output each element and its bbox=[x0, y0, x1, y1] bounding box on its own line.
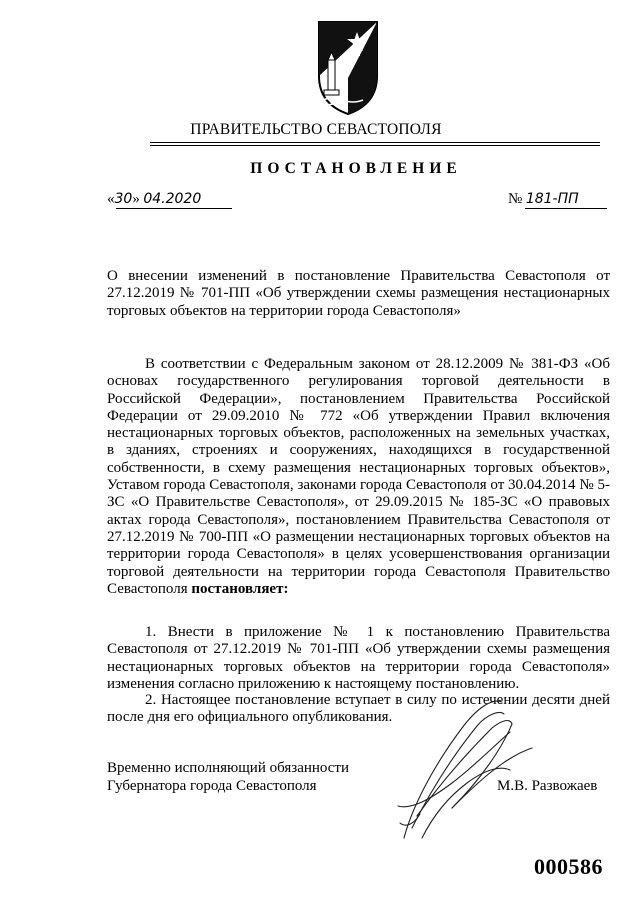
preamble-text: В соответствии с Федеральным законом от 28.12.2009 № 381-ФЗ «Об основах государственного регулирования торговой деятельности в Российской Федерации», постановлением Правительства Российской Федерации от 29.09.2010 № 772 «Об утверждении Правил включения нестационарных торговых объектов, расположенных на земельных участках, в зданиях, строениях и сооружениях, находящихся в государственной собственности, в схему размещения нестационарных торговых объектов», Уставом города Севастополя, законами города Севастополя от 30.04.2014 № 5-ЗС «О Правительстве Севастополя», от 29.09.2015 № 185-ЗС «О правовых актах города Севастополя», постановлением Правительства Севастополя от 27.12.2019 № 700-ПП «О размещении нестационарных торговых объектов на территории города Севастополя» в целях усовершенствования организации торговой деятельности на территории города Севастополя Правительство Севастополя bbox=[107, 356, 610, 597]
signatory-position-line1: Временно исполняющий обязанности bbox=[107, 760, 350, 776]
date-open-quote: « bbox=[107, 191, 115, 207]
date-underline bbox=[116, 208, 232, 209]
number-sign: № bbox=[508, 191, 523, 207]
header-divider bbox=[150, 142, 600, 143]
number-underline bbox=[525, 208, 607, 209]
document-type-heading: ПОСТАНОВЛЕНИЕ bbox=[250, 160, 462, 177]
date-month-year: 04.2020 bbox=[143, 191, 202, 207]
decision-word: постановляет bbox=[191, 580, 284, 597]
handwritten-signature bbox=[392, 688, 542, 848]
government-title: ПРАВИТЕЛЬСТВО СЕВАСТОПОЛЯ bbox=[190, 121, 442, 138]
document-subject: О внесении изменений в постановление Правительства Севастополя от 27.12.2019 № 701-ПП «Об утверждении схемы размещения нестационарных торговых объектов на территории города Севастополя» bbox=[107, 268, 610, 319]
resolution-item-2: 2. Настоящее постановление вступает в силу по истечении десяти дней после дня его официального опубликования. bbox=[107, 692, 610, 726]
sevastopol-coat-of-arms-icon bbox=[313, 18, 383, 116]
header-divider bbox=[150, 145, 600, 146]
resolution-item-1: 1. Внести в приложение № 1 к постановлению Правительства Севастополя от 27.12.2019 № 701-ПП «Об утверждении схемы размещения нестационарных торговых объектов на территории города Севастополя» изменения согласно приложению к настоящему постановлению. bbox=[107, 624, 610, 692]
signatory-position-line2: Губернатора города Севастополя bbox=[107, 778, 317, 794]
signatory-name: М.В. Развожаев bbox=[497, 778, 598, 794]
decision-colon: : bbox=[283, 580, 289, 597]
date-day: 30 bbox=[114, 191, 133, 207]
number-value: 181-ПП bbox=[525, 191, 579, 207]
preamble-paragraph bbox=[107, 356, 610, 598]
document-date bbox=[107, 191, 201, 208]
serial-number: 000586 bbox=[534, 854, 603, 879]
document-number bbox=[508, 191, 579, 208]
date-close-quote: » bbox=[132, 191, 140, 207]
